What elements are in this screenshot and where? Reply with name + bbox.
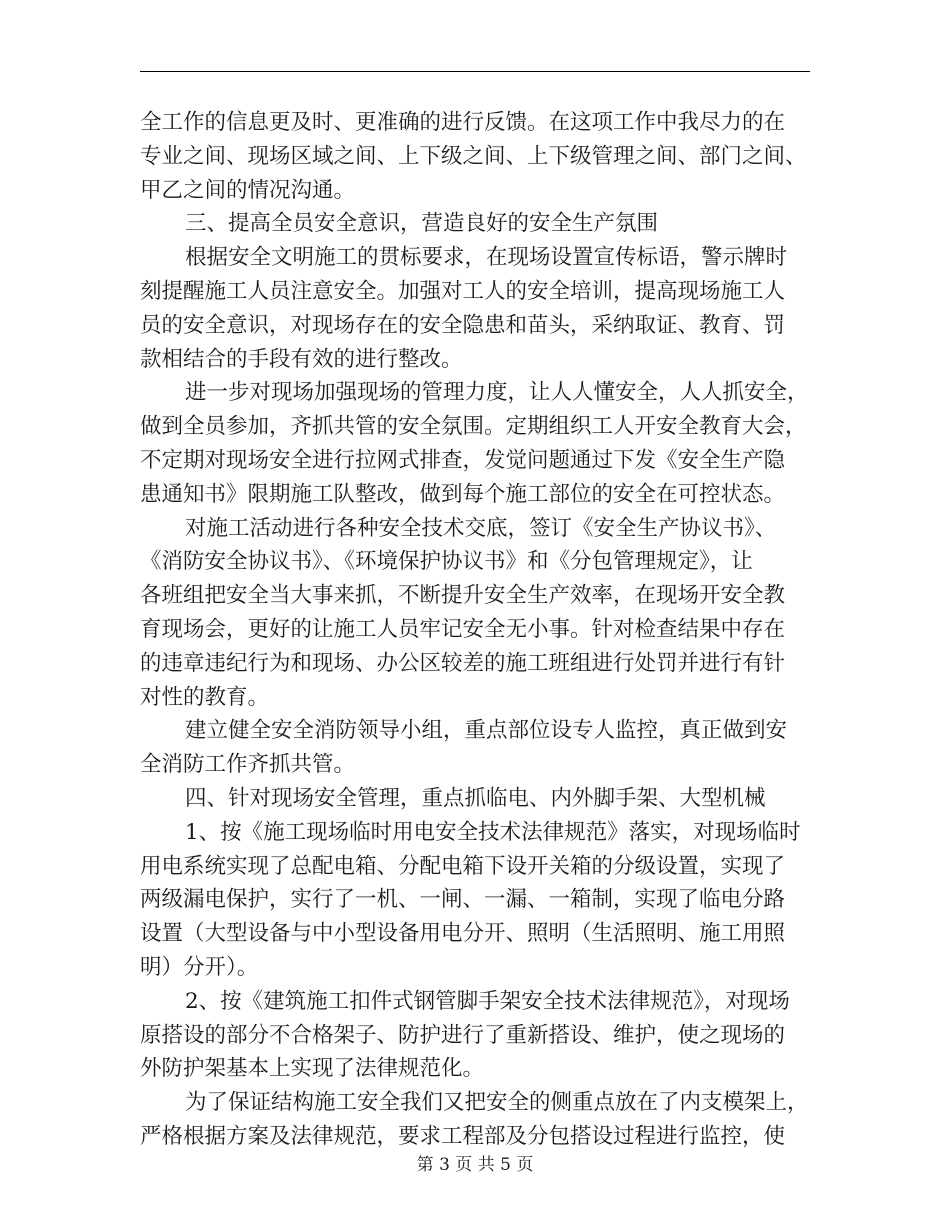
text-line: 2、按《建筑施工扣件式钢管脚手架安全技术法律规范》，对现场 bbox=[185, 988, 790, 1014]
header-rule bbox=[140, 71, 810, 72]
text-line: 根据安全文明施工的贯标要求，在现场设置宣传标语，警示牌时 bbox=[185, 245, 788, 271]
text-line: 设置（大型设备与中小型设备用电分开、照明（生活照明、施工用照 bbox=[140, 921, 786, 947]
text-line: 各班组把安全当大事来抓，不断提升安全生产效率，在现场开安全教 bbox=[140, 583, 786, 609]
text-line: 四、针对现场安全管理，重点抓临电、内外脚手架、大型机械 bbox=[185, 785, 766, 811]
text-line: 明）分开）。 bbox=[140, 954, 259, 980]
text-line: 对施工活动进行各种安全技术交底，签订《安全生产协议书》、 bbox=[185, 515, 777, 541]
text-line: 甲乙之间的情况沟通。 bbox=[140, 177, 356, 203]
text-line: 进一步对现场加强现场的管理力度，让人人懂安全，人人抓安全， bbox=[185, 380, 809, 406]
text-line: 款相结合的手段有效的进行整改。 bbox=[140, 346, 463, 372]
text-line: 患通知书》限期施工队整改，做到每个施工部位的安全在可控状态。 bbox=[140, 481, 786, 507]
text-line: 用电系统实现了总配电箱、分配电箱下设开关箱的分级设置，实现了 bbox=[140, 853, 786, 879]
document-body bbox=[140, 106, 812, 1154]
text-line: 全工作的信息更及时、更准确的进行反馈。在这项工作中我尽力的在 bbox=[140, 110, 786, 135]
text-line: 为了保证结构施工安全我们又把安全的侧重点放在了内支模架上， bbox=[185, 1090, 809, 1116]
text-line: 原搭设的部分不合格架子、防护进行了重新搭设、维护，使之现场的 bbox=[140, 1022, 786, 1048]
text-line: 三、提高全员安全意识，营造良好的安全生产氛围 bbox=[185, 211, 659, 237]
text-line: 严格根据方案及法律规范，要求工程部及分包搭设过程进行监控，使 bbox=[140, 1123, 786, 1149]
text-line: 刻提醒施工人员注意安全。加强对工人的安全培训，提高现场施工人 bbox=[140, 278, 786, 304]
text-line: 员的安全意识，对现场存在的安全隐患和苗头，采纳取证、教育、罚 bbox=[140, 312, 786, 338]
text-line: 外防护架基本上实现了法律规范化。 bbox=[140, 1056, 485, 1082]
text-line: 做到全员参加，齐抓共管的安全氛围。定期组织工人开安全教育大会， bbox=[140, 414, 807, 440]
text-line: 对性的教育。 bbox=[140, 684, 270, 710]
text-line: 《消防安全协议书》、《环境保护协议书》和《分包管理规定》，让 bbox=[140, 549, 753, 575]
text-line: 专业之间、现场区域之间、上下级之间、上下级管理之间、部门之间、 bbox=[140, 143, 807, 169]
text-line: 全消防工作齐抓共管。 bbox=[140, 752, 356, 778]
text-line: 两级漏电保护，实行了一机、一闸、一漏、一箱制，实现了临电分路 bbox=[140, 887, 786, 913]
text-line: 建立健全安全消防领导小组，重点部位设专人监控，真正做到安 bbox=[185, 718, 788, 744]
text-line: 不定期对现场安全进行拉网式排查，发觉问题通过下发《安全生产隐 bbox=[140, 447, 786, 473]
page-footer: 第 3 页 共 5 页 bbox=[416, 1155, 534, 1175]
text-line: 1、按《施工现场临时用电安全技术法律规范》落实，对现场临时 bbox=[185, 819, 801, 845]
text-line: 育现场会，更好的让施工人员牢记安全无小事。针对检查结果中存在 bbox=[140, 616, 786, 642]
text-line: 的违章违纪行为和现场、办公区较差的施工班组进行处罚并进行有针 bbox=[140, 650, 786, 676]
